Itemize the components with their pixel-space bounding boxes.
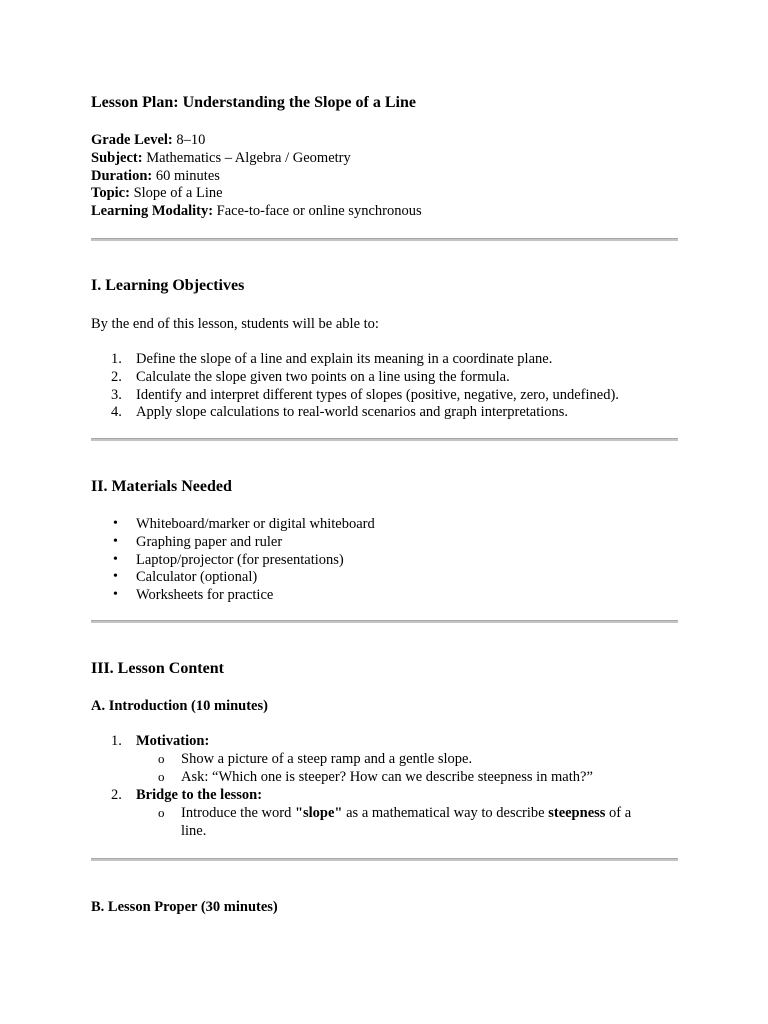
section-heading-objectives: I. Learning Objectives <box>91 277 245 294</box>
meta-topic: Topic: Slope of a Line <box>91 185 223 202</box>
step-bridge: 2. Bridge to the lesson: <box>111 787 263 803</box>
divider <box>91 238 678 241</box>
sub-item: o Introduce the word "slope" as a mathematical way to describe steepness of a line. <box>158 805 632 839</box>
list-item: 1. Define the slope of a line and explain its meaning in a coordinate plane. <box>111 351 553 367</box>
meta-grade-level: Grade Level: 8–10 <box>91 132 206 148</box>
divider <box>91 620 678 623</box>
lesson-meta <box>91 131 422 220</box>
meta-subject: Subject: Mathematics – Algebra / Geometry <box>91 149 351 166</box>
divider <box>91 858 678 861</box>
list-item: • Worksheets for practice <box>113 587 274 604</box>
subsection-heading-introduction: A. Introduction (10 minutes) <box>91 698 268 714</box>
page-title: Lesson Plan: Understanding the Slope of a Line <box>91 94 416 111</box>
objectives-list <box>91 350 619 421</box>
meta-duration: Duration: 60 minutes <box>91 167 220 184</box>
section-heading-materials: II. Materials Needed <box>91 478 232 495</box>
divider <box>91 438 678 441</box>
list-item: 2. Calculate the slope given two points on a line using the formula. <box>111 368 510 385</box>
list-item: • Laptop/projector (for presentations) <box>113 551 344 568</box>
list-item: • Calculator (optional) <box>113 569 258 586</box>
list-item: 4. Apply slope calculations to real-world scenarios and graph interpretations. <box>111 404 569 421</box>
list-item: • Whiteboard/marker or digital whiteboard <box>113 516 375 532</box>
introduction-steps <box>91 732 679 840</box>
sub-item: o Ask: “Which one is steeper? How can we describe steepness in math?” <box>158 769 593 785</box>
meta-learning-modality: Learning Modality: Face-to-face or online synchronous <box>91 203 422 220</box>
sub-item: o Show a picture of a steep ramp and a gentle slope. <box>158 751 473 767</box>
materials-list <box>91 515 375 604</box>
step-motivation: 1. Motivation: <box>111 733 210 749</box>
subsection-heading-lesson-proper: B. Lesson Proper (30 minutes) <box>91 899 278 915</box>
list-item: • Graphing paper and ruler <box>113 533 283 550</box>
objectives-intro: By the end of this lesson, students will be able to: <box>91 316 379 332</box>
section-heading-lesson-content: III. Lesson Content <box>91 660 224 677</box>
list-item: 3. Identify and interpret different types of slopes (positive, negative, zero, undefined). <box>111 386 619 403</box>
